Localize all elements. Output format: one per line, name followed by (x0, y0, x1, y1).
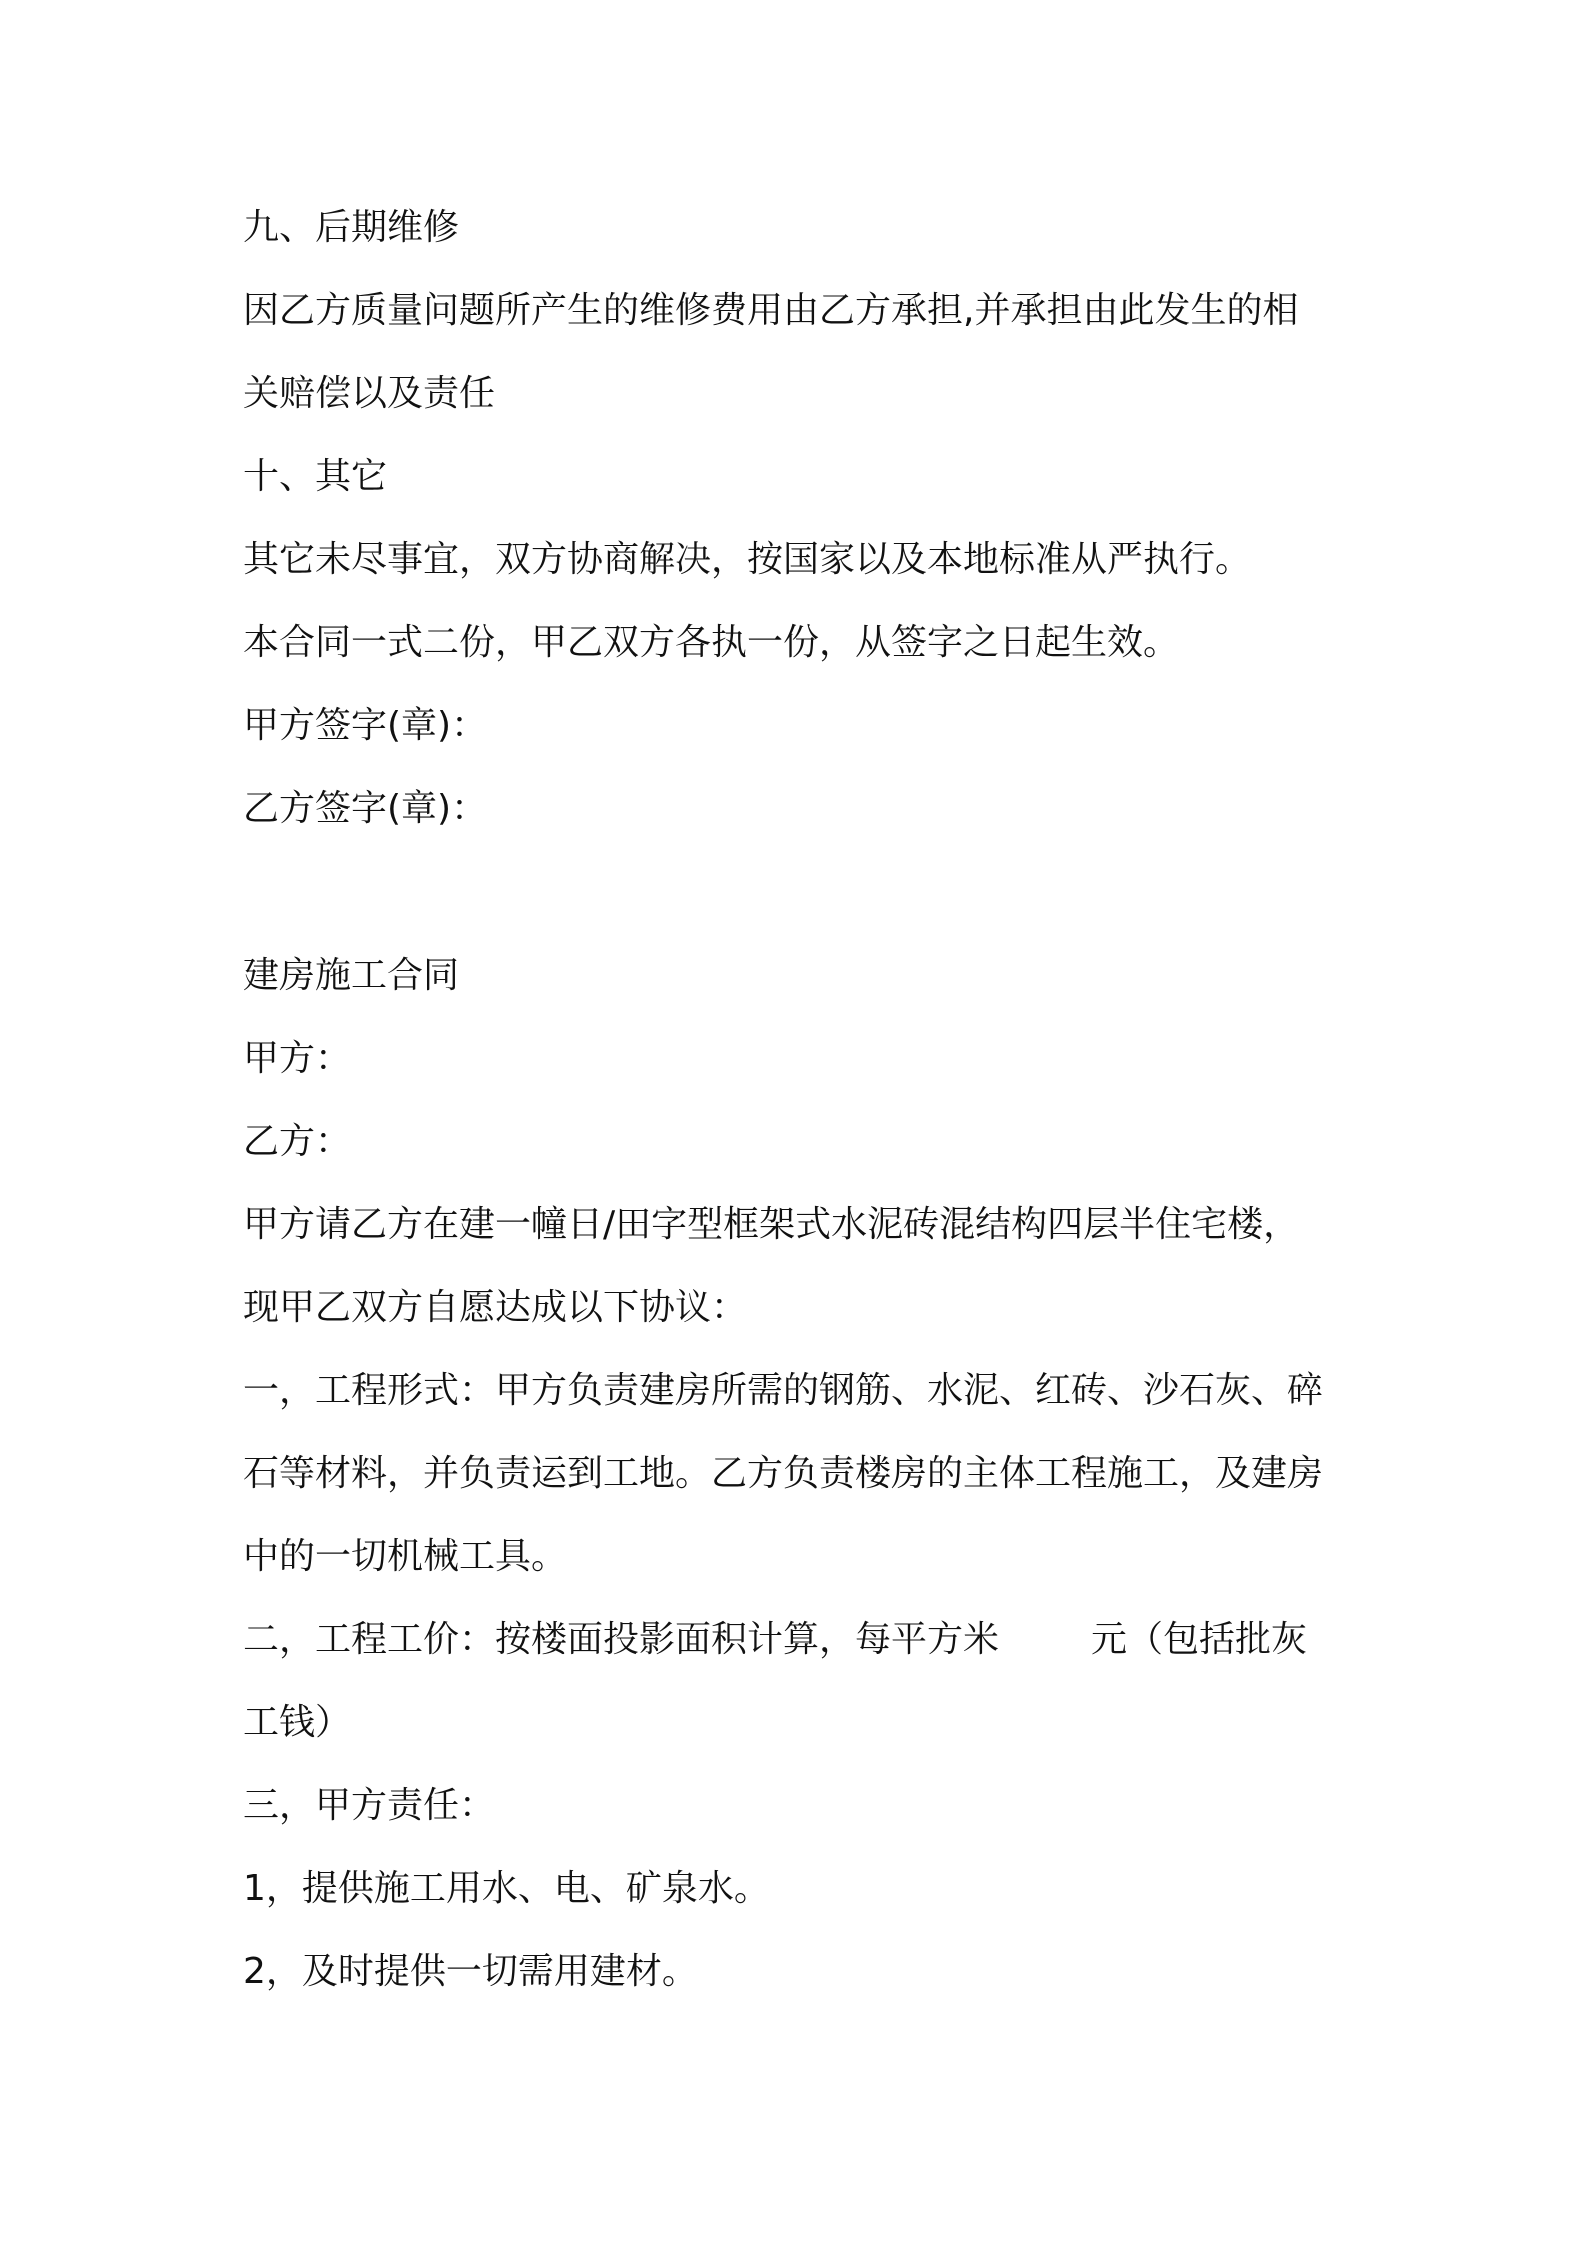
clause-1-line-2: 石等材料，并负责运到工地。乙方负责楼房的主体工程施工，及建房 (243, 1453, 1324, 1494)
clause-1-line-1: 一，工程形式：甲方负责建房所需的钢筋、水泥、红砖、沙石灰、碎 (243, 1370, 1324, 1411)
contract-title: 建房施工合同 (243, 955, 460, 996)
intro-line-1: 甲方请乙方在建一幢日/田字型框架式水泥砖混结构四层半住宅楼， (243, 1204, 1300, 1245)
clause-2-text-after-blank: 元（包括批灰 (1091, 1619, 1308, 1660)
party-b-label: 乙方： (243, 1121, 352, 1162)
intro-line-2: 现甲乙双方自愿达成以下协议： (243, 1287, 748, 1328)
section-10-heading: 十、其它 (243, 456, 388, 497)
section-9-body-line-2: 关赔偿以及责任 (243, 373, 496, 414)
clause-2-line-1 (243, 1610, 1363, 1670)
party-a-label: 甲方： (243, 1038, 352, 1079)
clause-3-item-1: 1，提供施工用水、电、矿泉水。 (243, 1868, 770, 1909)
party-b-signature-label: 乙方签字(章)： (243, 788, 488, 829)
clause-2-text-before-blank: 二，工程工价：按楼面投影面积计算，每平方米 (243, 1619, 1000, 1660)
section-10-line-1: 其它未尽事宜，双方协商解决，按国家以及本地标准从严执行。 (243, 539, 1252, 580)
section-9-body-line-1: 因乙方质量问题所产生的维修费用由乙方承担,并承担由此发生的相 (243, 290, 1299, 331)
clause-2-line-2: 工钱） (243, 1702, 352, 1743)
clause-3-heading: 三，甲方责任： (243, 1785, 496, 1826)
section-10-line-2: 本合同一式二份，甲乙双方各执一份，从签字之日起生效。 (243, 622, 1180, 663)
party-a-signature-label: 甲方签字(章)： (243, 705, 488, 746)
clause-3-item-2: 2，及时提供一切需用建材。 (243, 1951, 698, 1992)
section-9-heading: 九、后期维修 (243, 207, 460, 248)
clause-1-line-3: 中的一切机械工具。 (243, 1536, 568, 1577)
